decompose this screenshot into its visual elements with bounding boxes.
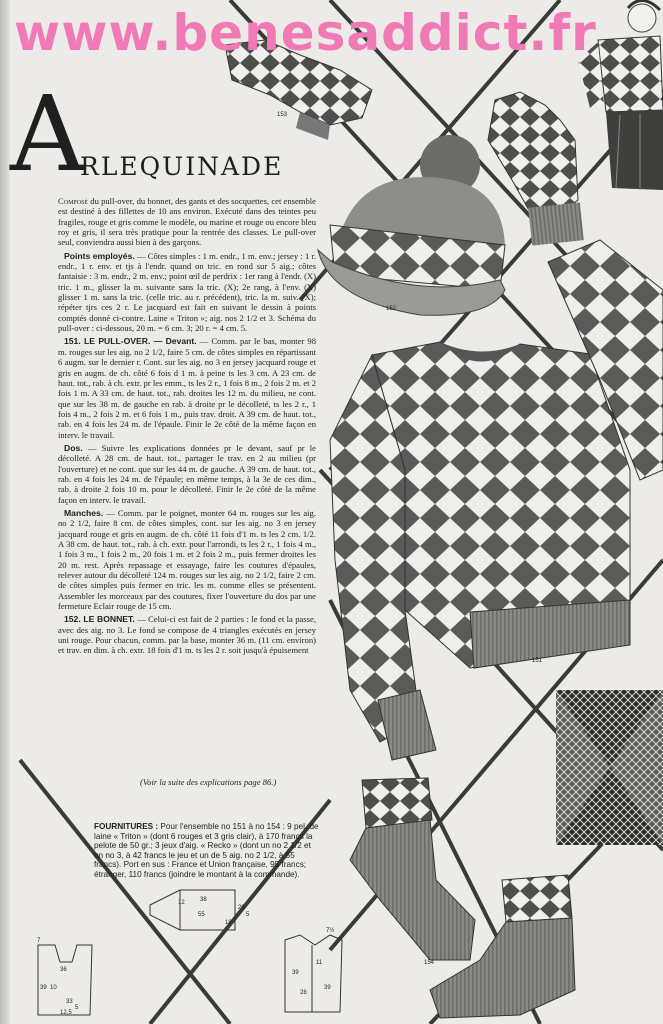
schema-front-label: 39: [40, 985, 47, 991]
schema-sleeve-label: 28: [300, 990, 307, 996]
intro-paragraph: [58, 196, 316, 248]
schema-back-label: 20: [238, 905, 245, 911]
manches-text: — Comm. par le poignet, monter 64 m. rouges sur les aig. no 2 1/2, faire 8 cm. de côtes simples, cont. sur les aig. no 3 en jersey jacquard rouge et gris en augm. de ch. côté 11 fois d'1 m. ts les 2 cm. 1/2. A 38 cm. de haut. tot., rab. à ch. extr. pour l'arrondi, ts les 2 r., 1 fois 4 m., 1 fois 3 m., 1 fois 2 m., 20 fois 1 m. et 2 fois 2 m., puis fermer droites les 20 m. rest. Après repassage et essayage, faire les coutures d'épaules, relever autour du décolleté 124 m. rouges sur les aig. no 2 1/2, faire 2 cm. de côtes simples puis fermer en tric. les m. comme elles se présentent. Assembler les morceaux par des coutures, fixer l'ouverture du dos par une fermeture Eclair rouge de 15 cm.: [58, 507, 317, 612]
socks-illustration-154: [350, 778, 575, 1018]
bonnet-text: — Celui-ci est fait de 2 parties : le fond et la passe, avec des aig. no 3. Le fond se compose de 4 triangles exécutés en jersey uni rouge. Pour chacun, comm. par la base, monter 36 m. (11 cm. environ) et trav. en dim. à ch. extr. 18 fois d'1 m. ts les 2 r. soit jusqu'à épuisement: [58, 614, 316, 656]
continuation-reference: (Voir la suite des explications page 86.): [140, 777, 277, 787]
intro-text: du pull-over, du bonnet, des gants et des socquettes, cet ensemble est destiné à des fillettes de 10 ans environ. Exécuté dans des teintes peu fragiles, rouge et gris comme le modèle, ou marine et rouge ou encore bleu roy et gris, il sera très pratique pour la rentrée des classes. Le pull-over seul, conviendra aussi bien à des garçons.: [58, 196, 316, 248]
schema-back-label: 18: [225, 920, 232, 926]
manches-paragraph: [58, 508, 316, 611]
title-drop-cap: A: [10, 73, 86, 195]
figure-number-151: 151: [532, 658, 543, 664]
schema-front-label: 36: [60, 967, 67, 973]
schema-sleeve-label: 39: [292, 970, 299, 976]
schema-front-label: 12,5: [60, 1010, 72, 1016]
pullover-illustration-151: [330, 240, 663, 760]
schema-front-label: 10: [50, 985, 57, 991]
article-body: [58, 196, 316, 659]
supplies-heading: FOURNITURES :: [94, 822, 159, 831]
points-text: — Côtes simples : 1 m. endr., 1 m. env.; jersey : 1 r. endr., 1 r. env. et tjs à l'endr. quand on tric. en rond sur 5 aig.; côtes fantaisie : 3 m. endr., 2 m. env.; point œil de perdrix : 1er rang à l'endr. (X) tric. 1 m., glisser la m. suivante sans la tric. (X); 2e rang, à l'env. (X) glisser 1 m. sans la tric. (celle tric. au r. précédent), tric. la m. suiv. (X); répéter tjrs ces 2 r. Le jacquard est fait en suivant le dessin à points comptés donné ci-contre. Laine « Triton »; aig. nos 2 1/2 et 3. Schéma du pull-over : ci-dessous, 20 m. = 6 cm. 3; 20 r. = 4 cm. 5.: [58, 250, 316, 334]
schema-back-label: 5: [246, 912, 250, 918]
dos-text: — Suivre les explications données pr le devant, sauf pr le décolleté. A 28 cm. de haut. tot., partager le trav. en 2 au milieu (pr l'ouverture) et ne cont. que sur les 44 m. de gauche. A 39 cm. de haut. tot., rab. en 4 fois les 24 m. de l'épaule; en même temps, à la 3e de ces dim., rab. à droite 2 fois 10 m. pour le décolleté. Finir le 2e côté de la même façon en interv. le travail.: [58, 442, 316, 505]
schema-front-label: 33: [66, 999, 73, 1005]
article-title: [10, 73, 310, 195]
intro-lead: Composé: [58, 196, 89, 206]
jacquard-chart-illustration: [556, 690, 663, 845]
pullover-text: — Comm. par le bas, monter 98 m. rouges sur les aig. no 2 1/2, faire 5 cm. de côtes simples en répartissant 6 augm. sur le dernier r. Cont. sur les aig. no 3 en jersey jacquard rouge et gris en augm. de ch. côté 6 fois d 1 m. à peine ts les 3 cm. A 23 cm. de haut. tot., rab. à ch. extr. pr les emm., ts les 2 r., 1 fois 8 m., 2 fois 2 m. et 2 fois 1 m. A 33 cm. de haut. tot., rab. droites les 12 m. du milieu, ne cont. que sur les 38 m. de gauche en rab. à droite pr le décolleté, ts les 2 r., 1 fois 4 m., 2 fois 2 m. et 6 fois 1 m., puis trav. droit. A 39 cm. de haut. tot., rab. en 4 fois les 24 m. de l'épaule. Finir le 2e côté de la même façon en interv. le travail.: [58, 336, 317, 440]
pullover-heading: 151. LE PULL-OVER. — Devant.: [64, 336, 197, 347]
title-text: RLEQUINADE: [80, 152, 284, 181]
schema-sleeve-label: 11: [316, 960, 323, 966]
supplies-text: Pour l'ensemble no 151 à no 154 : 9 pel. de laine « Triton » (dont 6 rouges et 3 gris clair), à 170 francs la pelote de 50 gr.; 3 jeux d'aig. « Recko » (dont un no 2 1/2 et un no 3, à 42 francs le jeu et un de 5 aig. no 2 1/2, à 55 francs). Port en sus : France et Union française, 95 francs; étranger, 110 francs (joindre le montant à la commande).: [94, 822, 319, 879]
dos-heading: Dos.: [64, 442, 83, 453]
figure-number-153: 153: [277, 112, 288, 118]
points-heading: Points employés.: [64, 250, 135, 261]
bonnet-heading: 152. LE BONNET.: [64, 614, 135, 625]
schema-front-label: 5: [75, 1005, 79, 1011]
schema-back-label: 55: [198, 912, 205, 918]
dos-paragraph: [58, 443, 316, 505]
schema-back-label: 38: [200, 897, 207, 903]
pattern-schema-drawings: [38, 890, 342, 1015]
schema-sleeve-label: 39: [324, 985, 331, 991]
pullover-paragraph: [58, 336, 316, 439]
schema-front-label: 7: [37, 938, 41, 944]
bonnet-paragraph: [58, 614, 316, 655]
site-watermark: www.benesaddict.fr: [14, 4, 597, 62]
manches-heading: Manches.: [64, 507, 104, 518]
schema-back-label: 12: [178, 900, 185, 906]
bonnet-illustration-152: [318, 135, 505, 315]
figure-number-152: 152: [386, 306, 397, 312]
supplies-box: [94, 822, 320, 880]
figure-number-154: 154: [424, 960, 435, 966]
schema-sleeve-label: 7½: [326, 928, 335, 934]
points-paragraph: [58, 251, 316, 334]
